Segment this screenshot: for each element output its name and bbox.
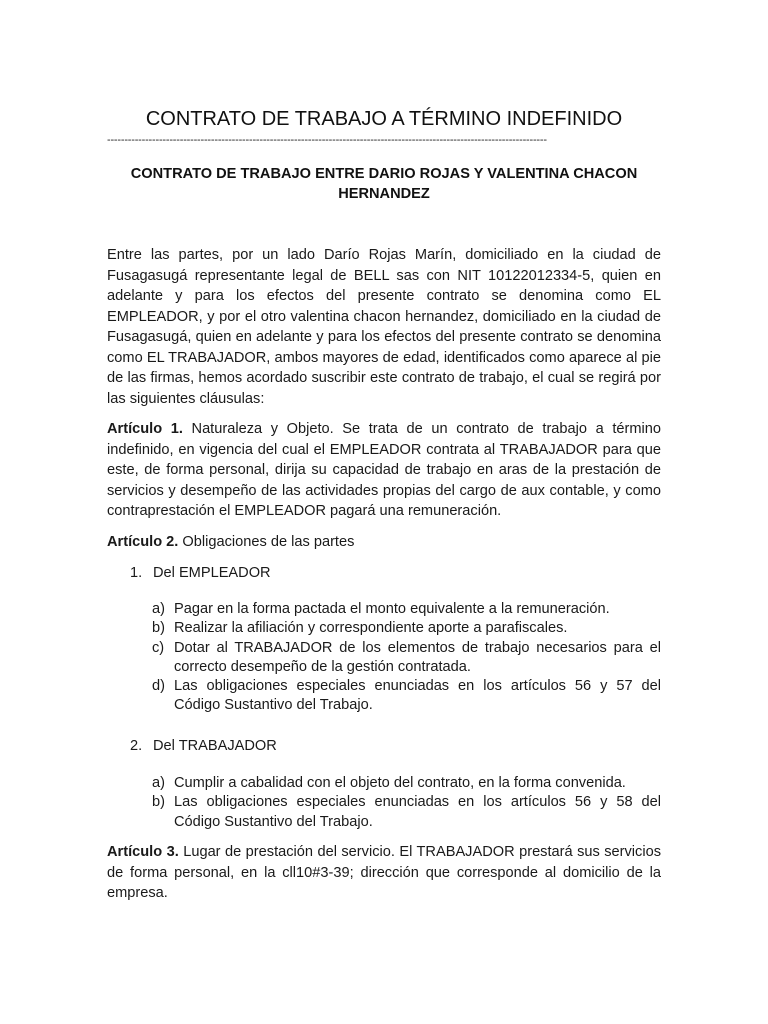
list-item (152, 600, 661, 619)
article-3-label: Artículo 3. (107, 844, 179, 860)
section-employer (130, 563, 271, 583)
article-1-label: Artículo 1. (107, 421, 183, 437)
document-subtitle: CONTRATO DE TRABAJO ENTRE DARIO ROJAS Y VALENTINA CHACON HERNANDEZ (130, 166, 638, 202)
list-item-text: Las obligaciones especiales enunciadas en los artículos 56 y 58 del Código Sustantivo del Trabajo. (174, 794, 661, 830)
list-item-text: Cumplir a cabalidad con el objeto del contrato, en la forma convenida. (174, 775, 626, 791)
article-2-label: Artículo 2. (107, 534, 179, 550)
list-item-text: Dotar al TRABAJADOR de los elementos de trabajo necesarios para el correcto desempeño de la gestión contratada. (174, 639, 661, 675)
list-item-letter: b) (152, 794, 165, 811)
list-item (152, 619, 661, 638)
document-title: CONTRATO DE TRABAJO A TÉRMINO INDEFINIDO (145, 108, 623, 130)
article-1-text: Naturaleza y Objeto. Se trata de un contrato de trabajo a término indefinido, en vigencia del cual el EMPLEADOR contrata al TRABAJADOR para que este, de forma personal, dirija su capacidad de trabajo en aras de la prestación de servicios y desempeño de las actividades propias del cargo de aux contable, y como contraprestación el EMPLEADOR pagará una remuneración. (107, 421, 662, 519)
article-2-text: Obligaciones de las partes (178, 534, 355, 550)
list-item (152, 639, 661, 678)
article-1 (107, 419, 661, 522)
list-item-letter: b) (152, 620, 165, 637)
list-item-letter: d) (152, 678, 165, 695)
section-number: 2. (130, 738, 143, 754)
list-item-letter: c) (152, 639, 165, 656)
separator-line: ------------------------------------------------------------------------------------------------------------------------------- (107, 134, 547, 146)
article-3-text: Lugar de prestación del servicio. El TRABAJADOR prestará sus servicios de forma personal, en la cll10#3-39; dirección que corresponde al domicilio de la empresa. (107, 844, 662, 901)
article-2 (107, 532, 661, 553)
list-item (152, 774, 661, 793)
worker-obligations-list (152, 774, 661, 832)
list-item-text: Pagar en la forma pactada el monto equivalente a la remuneración. (174, 601, 610, 617)
intro-paragraph: Entre las partes, por un lado Darío Rojas Marín, domiciliado en la ciudad de Fusagasugá representante legal de BELL sas con NIT 10122012334-5, quien en adelante y para los efectos del presente contrato se denomina como EL EMPLEADOR, y por el otro valentina chacon hernandez, domiciliado en la ciudad de Fusagasugá, quien en adelante y para los efectos del presente contrato se denomina como EL TRABAJADOR, ambos mayores de edad, identificados como aparece al pie de las firmas, hemos acordado suscribir este contrato de trabajo, el cual se regirá por las siguientes cláusulas: (107, 247, 661, 407)
list-item-text: Las obligaciones especiales enunciadas en los artículos 56 y 57 del Código Sustantivo del Trabajo. (174, 678, 661, 714)
section-title: Del TRABAJADOR (153, 738, 277, 754)
section-number: 1. (130, 565, 143, 581)
list-item (152, 793, 661, 832)
list-item-letter: a) (152, 775, 165, 791)
list-item-letter: a) (152, 601, 165, 617)
employer-obligations-list (152, 600, 661, 716)
list-item (152, 677, 661, 716)
section-worker (130, 736, 277, 756)
section-title: Del EMPLEADOR (153, 565, 271, 581)
list-item-text: Realizar la afiliación y correspondiente aporte a parafiscales. (174, 620, 568, 637)
article-3 (107, 842, 661, 904)
